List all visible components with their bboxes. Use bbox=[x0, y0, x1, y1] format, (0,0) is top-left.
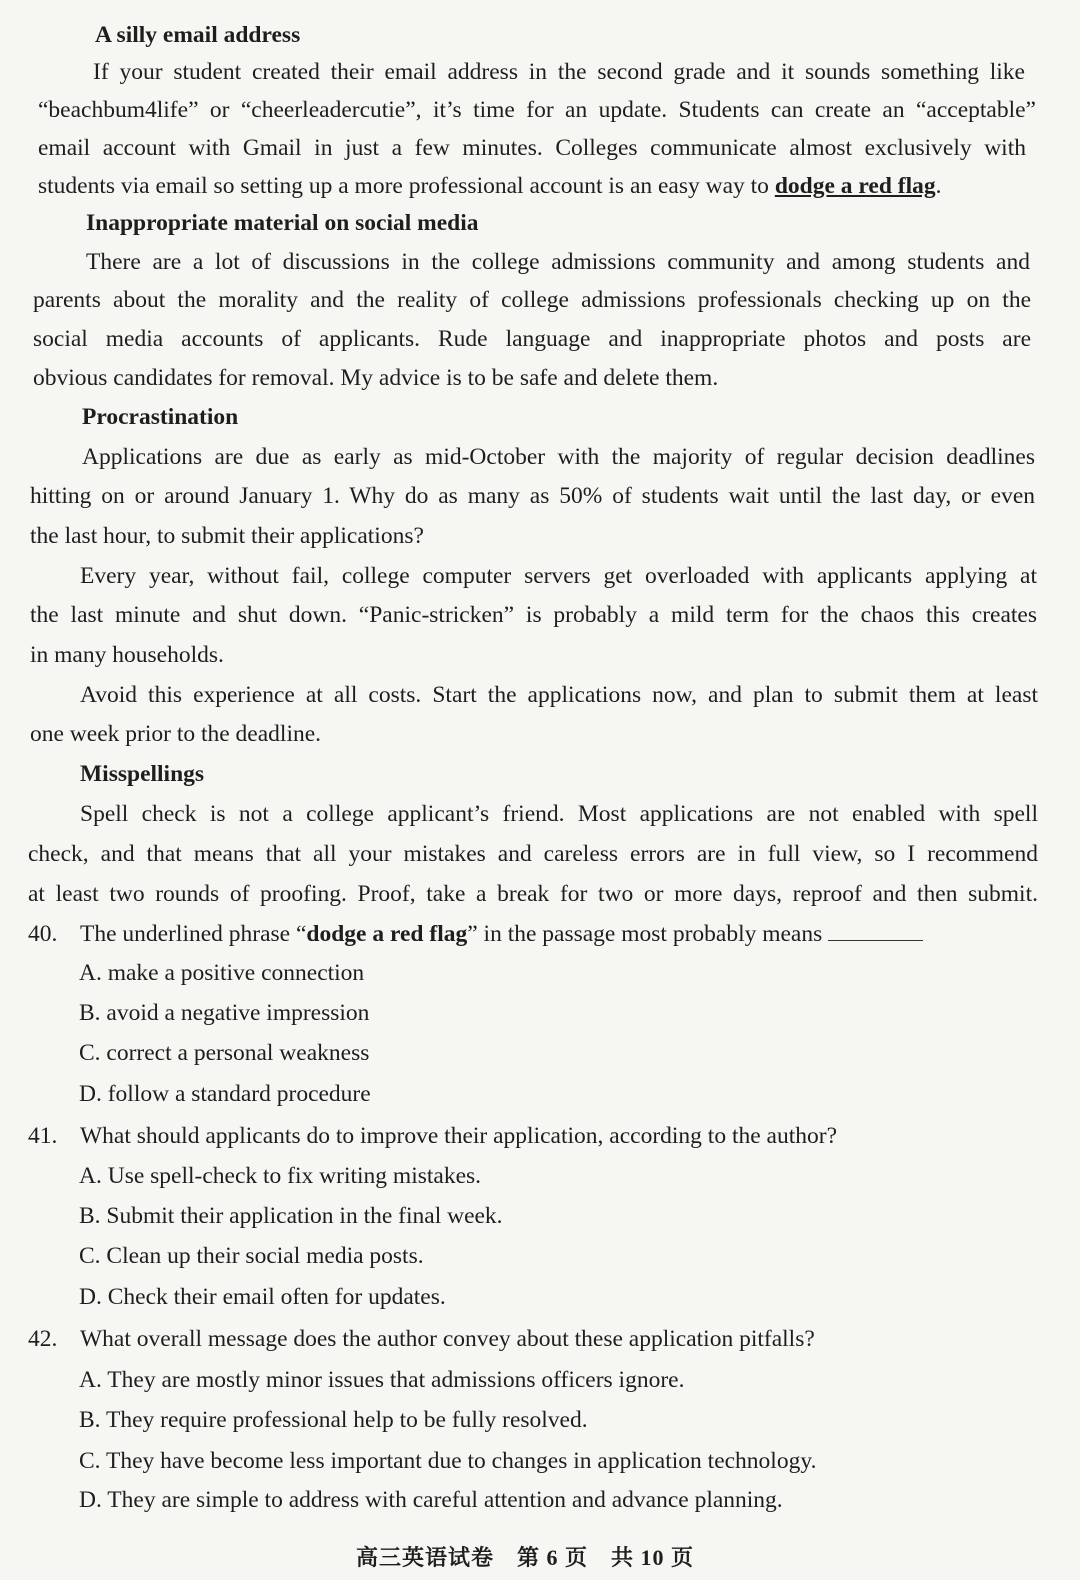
paragraph-line: social media accounts of applicants. Rude language and inappropriate photos and posts are bbox=[33, 326, 1031, 352]
question-42 bbox=[28, 1325, 1028, 1353]
text: students via email so setting up a more professional account is an easy way to bbox=[38, 173, 775, 199]
question-41 bbox=[28, 1122, 1028, 1150]
page-footer: 高三英语试卷 第 6 页 共 10 页 bbox=[355, 1545, 694, 1570]
question-number: 42. bbox=[28, 1326, 58, 1352]
underlined-phrase: dodge a red flag bbox=[774, 173, 936, 199]
paragraph-line: If your student created their email address in the second grade and it sounds something like bbox=[93, 59, 1025, 85]
paragraph-line: Avoid this experience at all costs. Start the applications now, and plan to submit them at least bbox=[80, 682, 1038, 708]
section-heading: Procrastination bbox=[82, 404, 239, 430]
paragraph-line: the last hour, to submit their applications? bbox=[30, 523, 424, 549]
text: . bbox=[935, 173, 942, 199]
option: C. correct a personal weakness bbox=[79, 1040, 370, 1066]
question-number: 41. bbox=[28, 1123, 58, 1149]
paragraph-line: at least two rounds of proofing. Proof, take a break for two or more days, reproof and then submit. bbox=[28, 881, 1038, 907]
paragraph-line: hitting on or around January 1. Why do as many as 50% of students wait until the last day, or even bbox=[30, 483, 1035, 509]
paragraph-line: in many households. bbox=[30, 642, 224, 668]
text: ” in the passage most probably means bbox=[467, 921, 823, 947]
paragraph-line: one week prior to the deadline. bbox=[30, 721, 322, 747]
option: A. Use spell-check to fix writing mistakes. bbox=[79, 1163, 482, 1189]
quoted-phrase: dodge a red flag bbox=[306, 921, 468, 947]
question-stem: What should applicants do to improve their application, according to the author? bbox=[80, 1123, 838, 1149]
option: C. They have become less important due to changes in application technology. bbox=[79, 1448, 817, 1474]
option: B. They require professional help to be fully resolved. bbox=[79, 1407, 588, 1433]
section-heading: A silly email address bbox=[95, 22, 301, 48]
paragraph-line: Applications are due as early as mid-October with the majority of regular decision deadlines bbox=[82, 444, 1035, 470]
question-stem: What overall message does the author convey about these application pitfalls? bbox=[80, 1326, 815, 1352]
answer-blank bbox=[828, 922, 923, 941]
question-40 bbox=[28, 920, 1028, 948]
text: The underlined phrase “ bbox=[80, 921, 307, 947]
paragraph-line: check, and that means that all your mistakes and careless errors are in full view, so I recommend bbox=[28, 841, 1038, 867]
paragraph-line bbox=[38, 172, 942, 200]
option: D. They are simple to address with careful attention and advance planning. bbox=[79, 1487, 783, 1513]
option: D. follow a standard procedure bbox=[79, 1081, 371, 1107]
option: B. avoid a negative impression bbox=[79, 1000, 370, 1026]
option: A. They are mostly minor issues that admissions officers ignore. bbox=[79, 1367, 685, 1393]
paragraph-line: “beachbum4life” or “cheerleadercutie”, it’s time for an update. Students can create an “acceptable” bbox=[38, 97, 1036, 123]
section-heading: Inappropriate material on social media bbox=[86, 210, 479, 236]
option: B. Submit their application in the final week. bbox=[79, 1203, 503, 1229]
section-heading: Misspellings bbox=[80, 761, 205, 787]
option: D. Check their email often for updates. bbox=[79, 1284, 446, 1310]
paragraph-line: parents about the morality and the reality of college admissions professionals checking up on the bbox=[33, 287, 1031, 313]
paragraph-line: the last minute and shut down. “Panic-stricken” is probably a mild term for the chaos this creates bbox=[30, 602, 1037, 628]
paragraph-line: There are a lot of discussions in the college admissions community and among students and bbox=[86, 249, 1030, 275]
question-number: 40. bbox=[28, 921, 58, 947]
paragraph-line: obvious candidates for removal. My advice is to be safe and delete them. bbox=[33, 365, 719, 391]
question-stem bbox=[80, 920, 923, 948]
option: C. Clean up their social media posts. bbox=[79, 1243, 424, 1269]
paragraph-line: email account with Gmail in just a few minutes. Colleges communicate almost exclusively with bbox=[38, 135, 1026, 161]
paragraph-line: Spell check is not a college applicant’s friend. Most applications are not enabled with spell bbox=[80, 801, 1038, 827]
paragraph-line: Every year, without fail, college computer servers get overloaded with applicants applying at bbox=[80, 563, 1037, 589]
option: A. make a positive connection bbox=[79, 960, 365, 986]
